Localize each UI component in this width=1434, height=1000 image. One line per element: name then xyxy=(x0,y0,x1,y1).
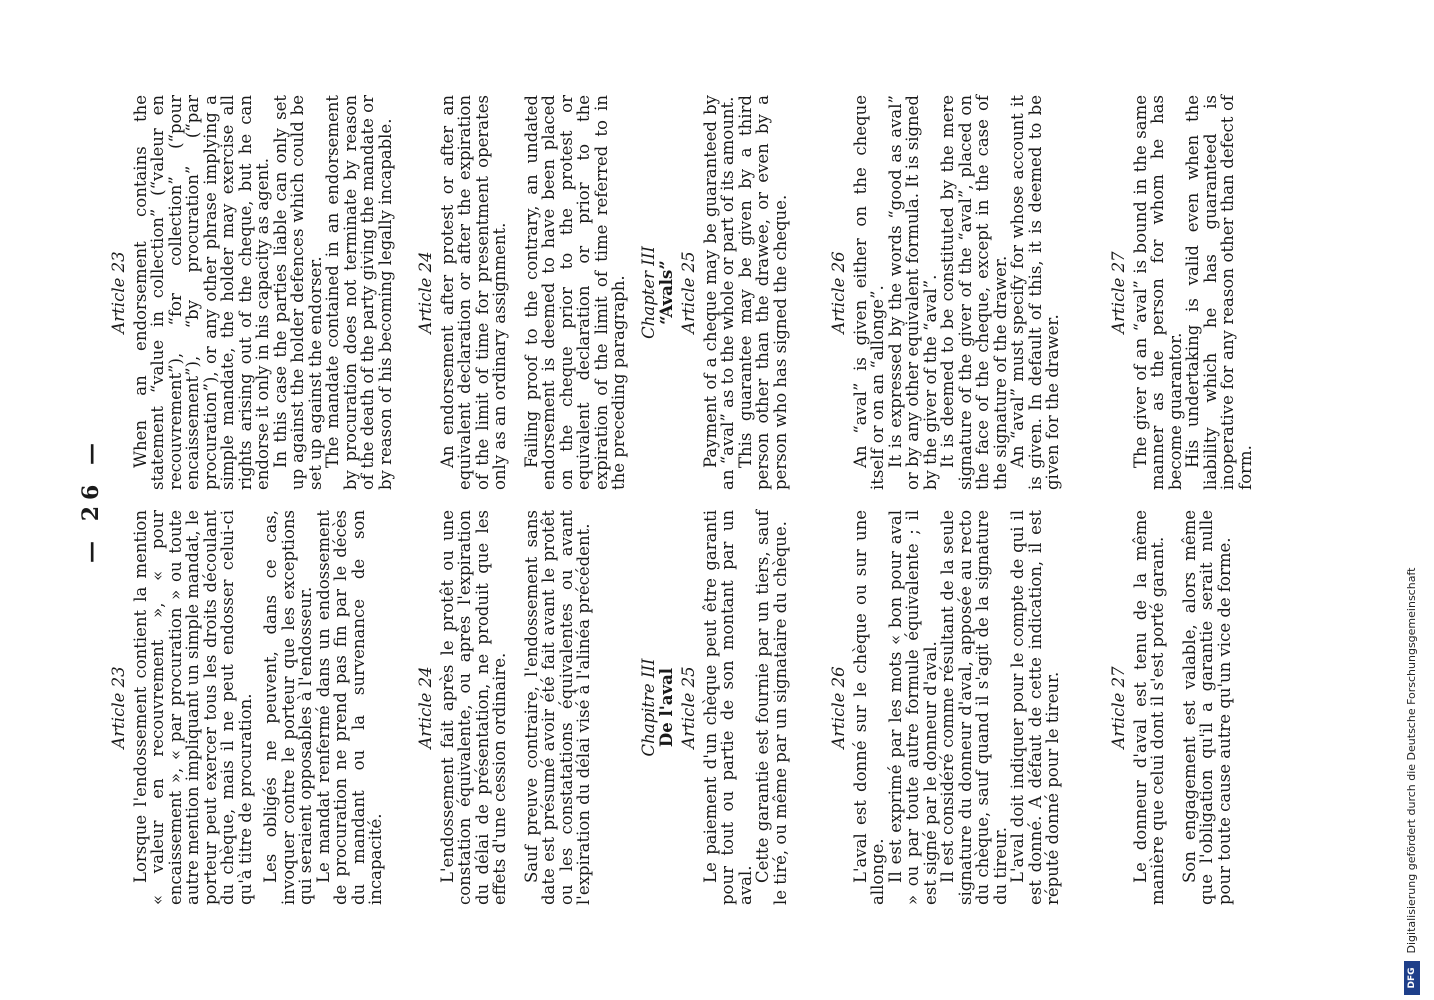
fr-chapter-title: De l'aval xyxy=(656,667,676,748)
dfg-logo: DFG xyxy=(1404,961,1420,995)
fr-chapter-number: Chapitre III xyxy=(639,658,658,757)
en-chapter-3 xyxy=(640,95,675,490)
fr-art26-p2: Il est exprimé par les mots « bon pour aval » ou par toute autre formule équivalente ; il est signé par le donneur d'aval. xyxy=(885,510,940,905)
en-art26-p2: It is expressed by the words “good as aval” or by any other equivalent formula. It is signed by the giver of the “aval”. xyxy=(885,95,940,490)
credit-text: Digitalisierung gefördert durch die Deutsche Forschungsgemeinschaft xyxy=(1405,567,1418,954)
en-art24-p2: Failing proof to the contrary, an undated endorsement is deemed to have been placed on the cheque prior to the protest or equivalent declaration or prior to the expiration of the limit of time referred to in the preceding paragraph. xyxy=(521,95,628,490)
fr-art23-p2: Les obligés ne peuvent, dans ce cas, invoquer contre le porteur que les exceptions qui seraient opposables à l'endosseur. xyxy=(261,510,315,905)
en-art25-p1: Payment of a cheque may be guaranteed by an “aval” as to the whole or part of its amount. xyxy=(700,95,737,490)
fr-art23-p3: Le mandat renfermé dans un endossement de procuration ne prend pas fin par le décès du mandant ou la survenance de son incapacité. xyxy=(313,510,385,905)
fr-art26-p3: Il est considéré comme résultant de la seule signature du donneur d'aval, apposée au recto du chèque, sauf quand il s'agit de la signature du tireur. xyxy=(938,510,1010,905)
en-art26-p4: An “aval” must specify for whose account it is given. In default of this, it is deemed to be given for the drawer. xyxy=(1008,95,1062,490)
en-article-23 xyxy=(110,95,394,490)
fr-article-24 xyxy=(417,510,593,905)
en-art23-p3: The mandate contained in an endorsement by procuration does not terminate by reason of the death of the party giving the mandate or by reason of his becoming legally incapable. xyxy=(323,95,395,490)
en-art24-heading: Article 24 xyxy=(416,251,435,334)
page-number: — 26 — xyxy=(78,437,104,563)
fr-art26-heading: Article 26 xyxy=(829,666,848,749)
en-article-27 xyxy=(1110,95,1254,490)
en-art23-heading: Article 23 xyxy=(109,251,128,334)
fr-art24-heading: Article 24 xyxy=(416,666,435,749)
fr-chapter-3 xyxy=(640,510,675,905)
en-art23-p2: In this case the parties liable can only set up against the holder defences which could be set up against the endorser. xyxy=(270,95,325,490)
en-art26-heading: Article 26 xyxy=(829,251,848,334)
fr-art25-p2: Cette garantie est fournie par un tiers, sauf le tiré, ou même par un signataire du chèque. xyxy=(753,510,790,905)
fr-article-26 xyxy=(830,510,1062,905)
fr-art24-p2: Sauf preuve contraire, l'endossement sans date est présumé avoir été fait avant le protêt ou les constatations équivalentes ou avant l'expiration du délai visé à l'alinéa précédent. xyxy=(521,510,593,905)
en-art27-heading: Article 27 xyxy=(1109,251,1128,334)
fr-art23-heading: Article 23 xyxy=(109,666,128,749)
en-article-24 xyxy=(417,95,628,490)
en-art24-p1: An endorsement after protest or after an equivalent declaration or after the expiration of the limit of time for presentment operates only as an ordinary assignment. xyxy=(437,95,509,490)
fr-art27-heading: Article 27 xyxy=(1109,666,1128,749)
en-article-25 xyxy=(680,95,789,490)
en-chapter-number: Chapter III xyxy=(639,246,658,339)
en-art27-p2: His undertaking is valid even when the liability which he has guaranteed is inoperative for any reason other than defect of form. xyxy=(1183,95,1255,490)
digitization-credit xyxy=(1400,0,1424,995)
en-art26-p3: It is deemed to be constituted by the mere signature of the giver of the “aval”, placed on the face of the cheque, except in the case of the signature of the drawer. xyxy=(938,95,1010,490)
fr-article-25 xyxy=(680,510,789,905)
fr-art23-p1: Lorsque l'endossement contient la mention « valeur en recouvrement », « pour encaissement », « par procuration » ou toute autre mention impliquant un simple mandat, le porteur peut exercer tous les droits découlant du chèque, mais il ne peut endosser celui-ci qu'à titre de procuration. xyxy=(130,510,255,905)
fr-article-27 xyxy=(1110,510,1233,905)
en-article-26 xyxy=(830,95,1062,490)
en-art25-heading: Article 25 xyxy=(679,251,698,334)
fr-article-23 xyxy=(110,510,385,905)
en-art23-p1: When an endorsement contains the statement “value in collection” (“valeur en recouvrement”), “for collection” (“pour encaissement”), “by procuration” (“par procuration”), or any other phrase implying a simple mandate, the holder may exercise all rights arising out of the cheque, but he can endorse it only in his capacity as agent. xyxy=(130,95,272,490)
en-art26-p1: An “aval” is given either on the cheque itself or on an “allonge”. xyxy=(850,95,887,490)
fr-art26-p4: L'aval doit indiquer pour le compte de qui il est donné. A défaut de cette indication, il est réputé donné pour le tireur. xyxy=(1008,510,1062,905)
en-art25-p2: This guarantee may be given by a third person other than the drawee, or even by a person who has signed the cheque. xyxy=(735,95,790,490)
en-art27-p1: The giver of an “aval” is bound in the same manner as the person for whom he has become guarantor. xyxy=(1130,95,1185,490)
fr-art24-p1: L'endossement fait après le protêt ou une constation équivalente, ou après l'expiration du délai de présentation, ne produit que les effets d'une cession ordinaire. xyxy=(437,510,509,905)
fr-art27-p2: Son engagement est valable, alors même que l'obligation qu'il a garantie serait nulle pour toute cause autre qu'un vice de forme. xyxy=(1179,510,1234,905)
fr-art25-p1: Le paiement d'un chèque peut être garanti pour tout ou partie de son montant par un aval. xyxy=(700,510,755,905)
en-chapter-title: “Avals” xyxy=(656,260,676,325)
fr-art27-p1: Le donneur d'aval est tenu de la même manière que celui dont il s'est porté garant. xyxy=(1130,510,1167,905)
fr-art25-heading: Article 25 xyxy=(679,666,698,749)
fr-art26-p1: L'aval est donné sur le chèque ou sur une allonge. xyxy=(850,510,887,905)
